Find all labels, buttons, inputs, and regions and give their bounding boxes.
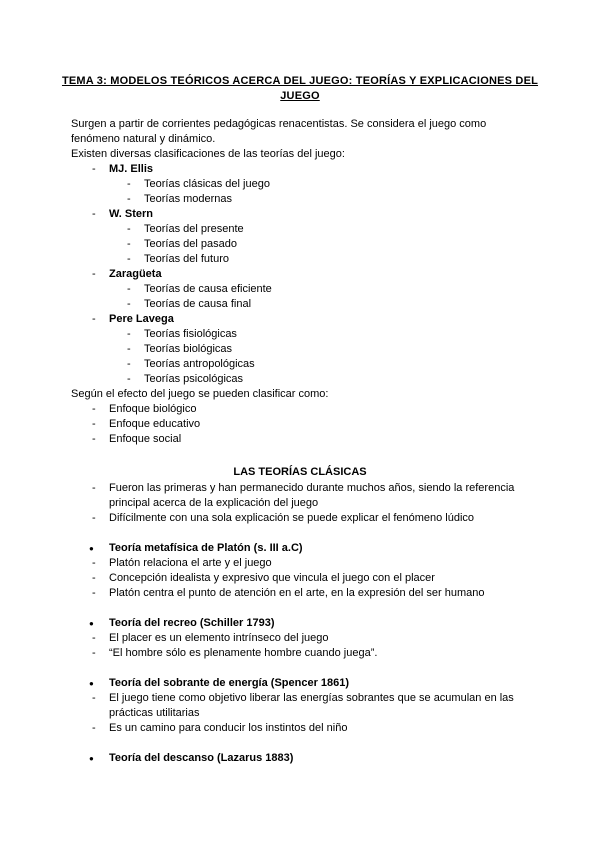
theory-point-line: Platón relaciona el arte y el juego bbox=[109, 557, 272, 569]
dash-marker: - bbox=[92, 722, 96, 734]
dash-marker: - bbox=[127, 178, 131, 190]
classification-item: Teorías antropológicas bbox=[144, 358, 255, 370]
dash-marker: - bbox=[127, 238, 131, 250]
dash-marker: - bbox=[127, 253, 131, 265]
theory-point-line: El juego tiene como objetivo liberar las energías sobrantes que se acumulan en las bbox=[109, 692, 514, 704]
dash-marker: - bbox=[127, 373, 131, 385]
classification-item: Teorías psicológicas bbox=[144, 373, 244, 385]
classification-item: Teorías biológicas bbox=[144, 343, 233, 355]
classification-item: Teorías del pasado bbox=[144, 238, 237, 250]
classic-item-line: Difícilmente con una sola explicación se puede explicar el fenómeno lúdico bbox=[109, 512, 475, 524]
dash-marker: - bbox=[92, 418, 96, 430]
dash-marker: - bbox=[92, 647, 96, 659]
theory-point-line: Es un camino para conducir los instintos del niño bbox=[109, 722, 348, 734]
bullet-icon: ● bbox=[89, 679, 94, 688]
bullet-icon: ● bbox=[89, 619, 94, 628]
dash-marker: - bbox=[92, 572, 96, 584]
theory-point-line: “El hombre sólo es plenamente hombre cuando juega”. bbox=[109, 647, 378, 659]
dash-marker: - bbox=[127, 343, 131, 355]
classic-item-line: principal acerca de la explicación del juego bbox=[109, 497, 319, 509]
dash-marker: - bbox=[127, 298, 131, 310]
intro-line: Surgen a partir de corrientes pedagógicas renacentistas. Se considera el juego como bbox=[71, 118, 487, 130]
dash-marker: - bbox=[92, 557, 96, 569]
dash-marker: - bbox=[92, 208, 96, 220]
theory-heading: Teoría del descanso (Lazarus 1883) bbox=[109, 752, 294, 764]
dash-marker: - bbox=[127, 223, 131, 235]
dash-marker: - bbox=[92, 512, 96, 524]
classification-item: Teorías modernas bbox=[144, 193, 233, 205]
classification-author: W. Stern bbox=[109, 208, 154, 220]
classification-item: Teorías del futuro bbox=[144, 253, 229, 265]
dash-marker: - bbox=[92, 313, 96, 325]
page-title: TEMA 3: MODELOS TEÓRICOS ACERCA DEL JUEGO: TEORÍAS Y EXPLICACIONES DEL JUEGO bbox=[61, 75, 539, 102]
dash-marker: - bbox=[127, 328, 131, 340]
theory-heading: Teoría del recreo (Schiller 1793) bbox=[109, 617, 275, 629]
dash-marker: - bbox=[127, 283, 131, 295]
dash-marker: - bbox=[127, 358, 131, 370]
dash-marker: - bbox=[127, 193, 131, 205]
bullet-icon: ● bbox=[89, 544, 94, 553]
theory-point-line: Platón centra el punto de atención en el arte, en la expresión del ser humano bbox=[109, 587, 485, 599]
effect-item: Enfoque educativo bbox=[109, 418, 201, 430]
dash-marker: - bbox=[92, 163, 96, 175]
theory-heading: Teoría del sobrante de energía (Spencer 1861) bbox=[109, 677, 350, 689]
effect-item: Enfoque social bbox=[109, 433, 182, 445]
dash-marker: - bbox=[92, 433, 96, 445]
dash-marker: - bbox=[92, 268, 96, 280]
intro-line: fenómeno natural y dinámico. bbox=[71, 133, 216, 145]
effect-intro: Según el efecto del juego se pueden clasificar como: bbox=[71, 388, 329, 400]
classification-author: Pere Lavega bbox=[109, 313, 174, 325]
effect-item: Enfoque biológico bbox=[109, 403, 197, 415]
theory-point-line: El placer es un elemento intrínseco del juego bbox=[109, 632, 329, 644]
dash-marker: - bbox=[92, 482, 96, 494]
dash-marker: - bbox=[92, 403, 96, 415]
dash-marker: - bbox=[92, 587, 96, 599]
classic-item-line: Fueron las primeras y han permanecido durante muchos años, siendo la referencia bbox=[109, 482, 515, 494]
classification-item: Teorías fisiológicas bbox=[144, 328, 237, 340]
classification-author: MJ. Ellis bbox=[109, 163, 154, 175]
dash-marker: - bbox=[92, 692, 96, 704]
intro-line: Existen diversas clasificaciones de las teorías del juego: bbox=[71, 148, 345, 160]
theory-point-line: Concepción idealista y expresivo que vincula el juego con el placer bbox=[109, 572, 435, 584]
classification-item: Teorías de causa eficiente bbox=[144, 283, 272, 295]
theory-heading: Teoría metafísica de Platón (s. III a.C) bbox=[109, 542, 303, 554]
dash-marker: - bbox=[92, 632, 96, 644]
bullet-icon: ● bbox=[89, 754, 94, 763]
classification-item: Teorías del presente bbox=[144, 223, 244, 235]
theory-point-line: prácticas utilitarias bbox=[109, 707, 200, 719]
classification-item: Teorías clásicas del juego bbox=[144, 178, 270, 190]
classification-item: Teorías de causa final bbox=[144, 298, 252, 310]
section-heading: LAS TEORÍAS CLÁSICAS bbox=[233, 466, 367, 478]
classification-author: Zaragüeta bbox=[109, 268, 162, 280]
